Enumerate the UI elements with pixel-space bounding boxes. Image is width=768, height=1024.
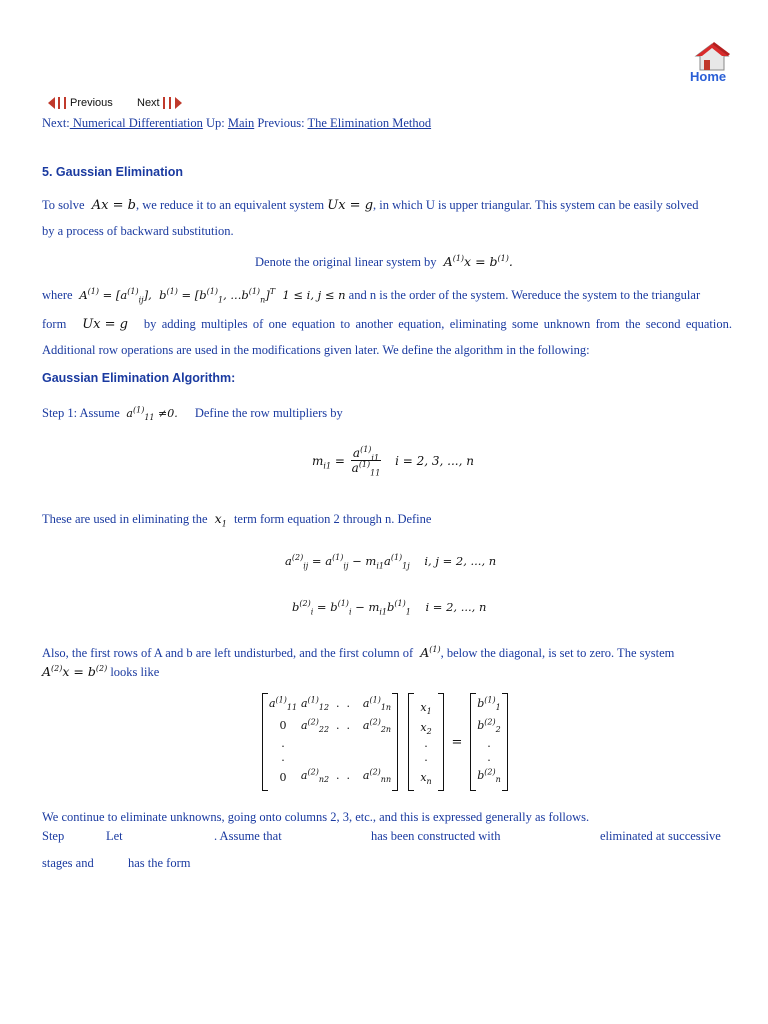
vector-cell: . — [424, 751, 428, 764]
matrix-cell: $a^{(2)}_{nn}$ — [362, 767, 392, 785]
bar-icon — [58, 97, 60, 109]
matrix-cell: $a^{(1)}_{1n}$ — [362, 695, 392, 713]
text: and n is the order of the system. Wereduce the system to the triangular — [348, 288, 701, 302]
matrix-cell: 0 — [279, 771, 287, 784]
next-button[interactable] — [137, 97, 182, 109]
home-label: Home — [690, 69, 727, 84]
arrow-right-icon — [175, 97, 182, 109]
text: , in which U is upper triangular. This system can be easily solved — [373, 198, 699, 212]
bar-icon — [163, 97, 165, 109]
matrix-cell: . . — [336, 697, 350, 710]
equation-ux-g-2: Ux = g — [82, 317, 128, 332]
vector-cell: $b^{(2)}_n$ — [477, 767, 501, 785]
next-page-link[interactable]: Numerical Differentiation — [69, 116, 203, 130]
next-prefix: Next: — [42, 116, 70, 130]
previous-label: Previous — [70, 97, 113, 109]
text: . Assume that — [214, 829, 282, 843]
text: stages and — [42, 856, 94, 870]
text: Step 1: Assume — [42, 406, 120, 420]
text: These are used in eliminating the — [42, 512, 208, 526]
arrow-left-icon — [48, 97, 55, 109]
home-icon — [692, 42, 732, 72]
text: Let — [106, 829, 123, 843]
text: To solve — [42, 198, 85, 212]
matrix-system — [262, 693, 512, 793]
equals-sign: = — [451, 735, 463, 750]
fraction: $\frac{a^{(1)}_{i1}}{a^{(1)}_{11}}$ — [351, 445, 381, 478]
previous-page-link[interactable]: The Elimination Method — [307, 116, 432, 130]
matrix-cell: 0 — [279, 719, 287, 732]
form-line — [42, 317, 732, 332]
text: where — [42, 288, 73, 302]
text: term form equation 2 through n. Define — [233, 512, 432, 526]
vector-cell: . — [487, 737, 491, 750]
matrix-cell: . . — [336, 769, 350, 782]
previous-prefix: Previous: — [257, 116, 305, 130]
text: Denote the original linear system by — [255, 255, 437, 269]
text: , below the diagonal, is set to zero. The system — [440, 646, 675, 660]
continue-line: We continue to eliminate unknowns, going onto columns 2, 3, etc., and this is expressed generally as follows. — [42, 810, 590, 824]
formula-bi2: $b^{(2)}_i = b^{(1)}_i - m_{i1}b^{(1)}_1$ i = 2, ..., n — [292, 599, 487, 617]
vector-cell: . — [487, 751, 491, 764]
text: has been constructed with — [371, 829, 501, 843]
variable-x1: $x_1$ — [210, 511, 227, 529]
next-label: Next — [137, 97, 160, 109]
text: eliminated at successive — [600, 829, 721, 843]
bracket — [392, 693, 398, 791]
matrix-cell: $a^{(1)}_{12}$ — [300, 695, 330, 713]
bar-icon — [169, 97, 171, 109]
vector-cell: $x_2$ — [420, 721, 432, 737]
formula-multiplier: $m_{i1}$ = $\frac{a^{(1)}_{i1}}{a^{(1)}_{11}}$ i = 2, 3, ..., n — [312, 445, 474, 478]
formula-aij2: $a^{(2)}_{ij} = a^{(1)}_{ij} - m_{i1}a^{(1)}_{1j}$ i, j = 2, ..., n — [285, 553, 497, 571]
algorithm-title: Gaussian Elimination Algorithm: — [42, 371, 236, 385]
up-page-link[interactable]: Main — [227, 116, 255, 130]
paragraph-intro-line2: by a process of backward substitution. — [42, 224, 234, 238]
text: Step — [42, 829, 65, 843]
denote-line — [255, 254, 513, 270]
text: by adding multiples of one equation to another equation, eliminating some unknown from the second equation. — [143, 317, 732, 331]
bar-icon — [64, 97, 66, 109]
matrix-cell: $a^{(1)}_{11}$ — [268, 695, 298, 713]
used-line — [42, 511, 431, 527]
vector-cell: $x_1$ — [420, 701, 432, 717]
text: , we reduce it to an equivalent system — [136, 198, 325, 212]
additional-line: Additional row operations are used in the modifications given later. We define the algorithm in the following: — [42, 343, 590, 357]
matrix-cell: $a^{(2)}_{n2}$ — [300, 767, 330, 785]
equation-a1x-b1: $A^{(1)}x = b^{(1)}$. — [439, 253, 513, 269]
home-link[interactable] — [690, 42, 732, 86]
vector-cell: $b^{(2)}_2$ — [477, 717, 501, 735]
matrix-cell: $a^{(2)}_{2n}$ — [362, 717, 392, 735]
also-line — [42, 645, 732, 661]
stages-line — [42, 856, 342, 872]
equation-a-definition: $A^{(1)} = [a^{(1)}_{ij}]$, $b^{(1)} = [b^{(1)}_1$, $...b^{(1)}_n]^T$ 1 ≤ i, j ≤ n — [75, 287, 346, 305]
equation-ax-b: Ax = b — [87, 198, 136, 213]
text: Also, the first rows of A and b are left undisturbed, and the first column of — [42, 646, 414, 660]
equation-a11-nonzero: $a^{(1)}_{11} \ne 0$. — [122, 405, 178, 423]
up-prefix: Up: — [205, 116, 225, 130]
step1-line — [42, 406, 343, 421]
matrix-a1: $A^{(1)}$ — [416, 644, 441, 660]
vector-cell: . — [424, 737, 428, 750]
vector-cell: $b^{(1)}_1$ — [477, 695, 501, 713]
where-line — [42, 288, 732, 303]
previous-button[interactable] — [48, 97, 113, 109]
equation-a2x-b2: $A^{(2)}x = b^{(2)}$ — [42, 663, 108, 679]
looks-like-line — [42, 664, 159, 680]
breadcrumb — [42, 116, 431, 131]
matrix-cell: . — [281, 751, 285, 764]
matrix-cell: . — [281, 737, 285, 750]
text: form — [42, 317, 67, 331]
text: Define the row multipliers by — [194, 406, 343, 420]
step-line — [42, 829, 732, 845]
matrix-cell: . . — [336, 719, 350, 732]
text: looks like — [110, 665, 160, 679]
equation-ux-g: Ux = g — [327, 198, 374, 213]
vector-cell: $x_n$ — [420, 771, 432, 787]
matrix-cell: $a^{(2)}_{22}$ — [300, 717, 330, 735]
section-title: 5. Gaussian Elimination — [42, 165, 184, 179]
text: has the form — [128, 856, 191, 870]
paragraph-intro — [42, 198, 732, 213]
